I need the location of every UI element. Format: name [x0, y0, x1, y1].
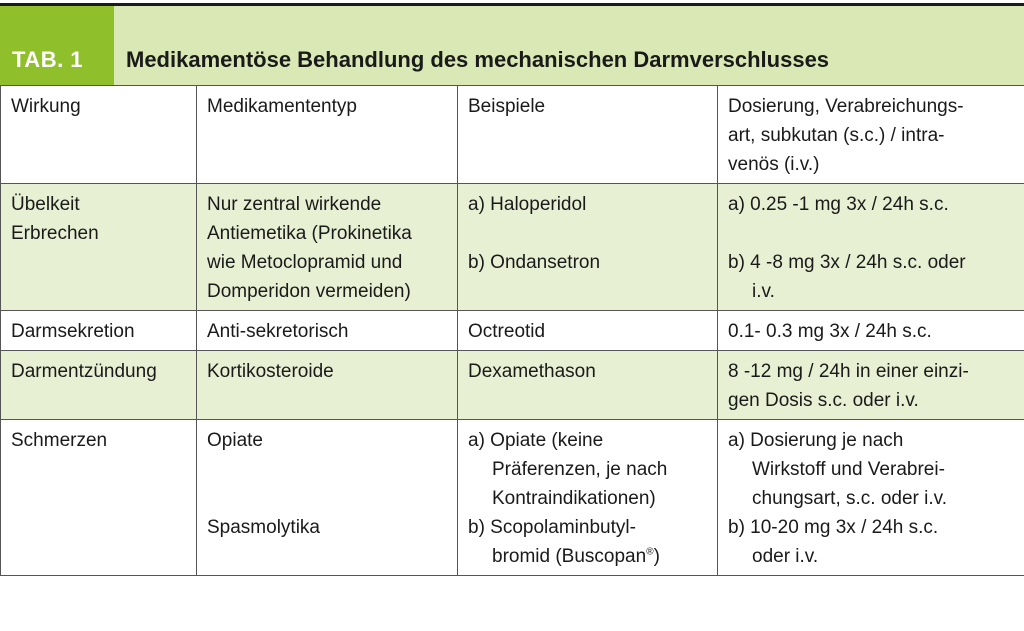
cell-medikamententyp: Kortikosteroide: [197, 351, 458, 420]
cell-line: gen Dosis s.c. oder i.v.: [728, 390, 919, 411]
cell-beispiele: Dexamethason: [458, 351, 718, 420]
cell-beispiele: [458, 184, 718, 311]
cell-line: i.v.: [752, 281, 775, 302]
header-cell-wirkung: Wirkung: [1, 86, 197, 184]
cell-text: ): [653, 546, 660, 567]
header-row: [1, 86, 1024, 184]
cell-text: bromid (Buscopan: [492, 546, 647, 567]
table-title: Medikamentöse Behandlung des mechanischen Darmverschlusses: [114, 6, 1024, 85]
cell-wirkung: Darmsekretion: [1, 311, 197, 351]
table-title-bar: [0, 3, 1024, 85]
header-cell-medikamententyp: Medikamententyp: [197, 86, 458, 184]
cell-medikamententyp: [197, 420, 458, 576]
cell-line: chungsart, s.c. oder i.v.: [752, 488, 948, 509]
cell-dosierung: [718, 420, 1024, 576]
registered-mark: ®: [646, 546, 654, 558]
cell-line: b) Scopolaminbutyl-: [468, 517, 636, 538]
cell-wirkung: [1, 184, 197, 311]
cell-line: Opiate: [207, 430, 263, 451]
header-cell-beispiele: Beispiele: [458, 86, 718, 184]
cell-line: Wirkstoff und Verabrei-: [752, 459, 945, 480]
medication-table: [0, 3, 1024, 576]
cell-line: wie Metoclopramid und: [207, 252, 403, 273]
cell-line: b) 10-20 mg 3x / 24h s.c.: [728, 517, 939, 538]
cell-line: Präferenzen, je nach: [492, 459, 668, 480]
cell-line: b) 4 -8 mg 3x / 24h s.c. oder: [728, 252, 966, 273]
cell-dosierung: 0.1- 0.3 mg 3x / 24h s.c.: [718, 311, 1024, 351]
header-dosierung-line: art, subkutan (s.c.) / intra-: [728, 125, 945, 146]
cell-line: a) Haloperidol: [468, 194, 587, 215]
cell-line: a) Dosierung je nach: [728, 430, 904, 451]
cell-line: Kontraindikationen): [492, 488, 656, 509]
cell-line: 8 -12 mg / 24h in einer einzi-: [728, 361, 969, 382]
cell-line: b) Ondansetron: [468, 252, 601, 273]
header-cell-dosierung: [718, 86, 1024, 184]
table-row: [1, 420, 1024, 576]
cell-line: Übelkeit: [11, 194, 80, 215]
cell-wirkung: Darmentzündung: [1, 351, 197, 420]
cell-dosierung: [718, 351, 1024, 420]
header-dosierung-line: venös (i.v.): [728, 154, 820, 175]
cell-dosierung: [718, 184, 1024, 311]
table-row: [1, 184, 1024, 311]
cell-medikamententyp: [197, 184, 458, 311]
cell-line: oder i.v.: [752, 546, 819, 567]
cell-line: Domperidon vermeiden): [207, 281, 411, 302]
table-number-label: TAB. 1: [0, 6, 114, 85]
data-table: [0, 85, 1024, 576]
cell-line: a) 0.25 -1 mg 3x / 24h s.c.: [728, 194, 949, 215]
header-dosierung-line: Dosierung, Verabreichungs-: [728, 96, 964, 117]
cell-line: Spasmolytika: [207, 517, 320, 538]
cell-line: Erbrechen: [11, 223, 99, 244]
cell-line: Nur zentral wirkende: [207, 194, 382, 215]
cell-beispiele: [458, 420, 718, 576]
table-row: [1, 351, 1024, 420]
cell-line: [468, 542, 707, 571]
cell-line: a) Opiate (keine: [468, 430, 604, 451]
table-row: [1, 311, 1024, 351]
cell-medikamententyp: Anti-sekretorisch: [197, 311, 458, 351]
cell-beispiele: Octreotid: [458, 311, 718, 351]
cell-wirkung: Schmerzen: [1, 420, 197, 576]
cell-line: Antiemetika (Prokinetika: [207, 223, 412, 244]
